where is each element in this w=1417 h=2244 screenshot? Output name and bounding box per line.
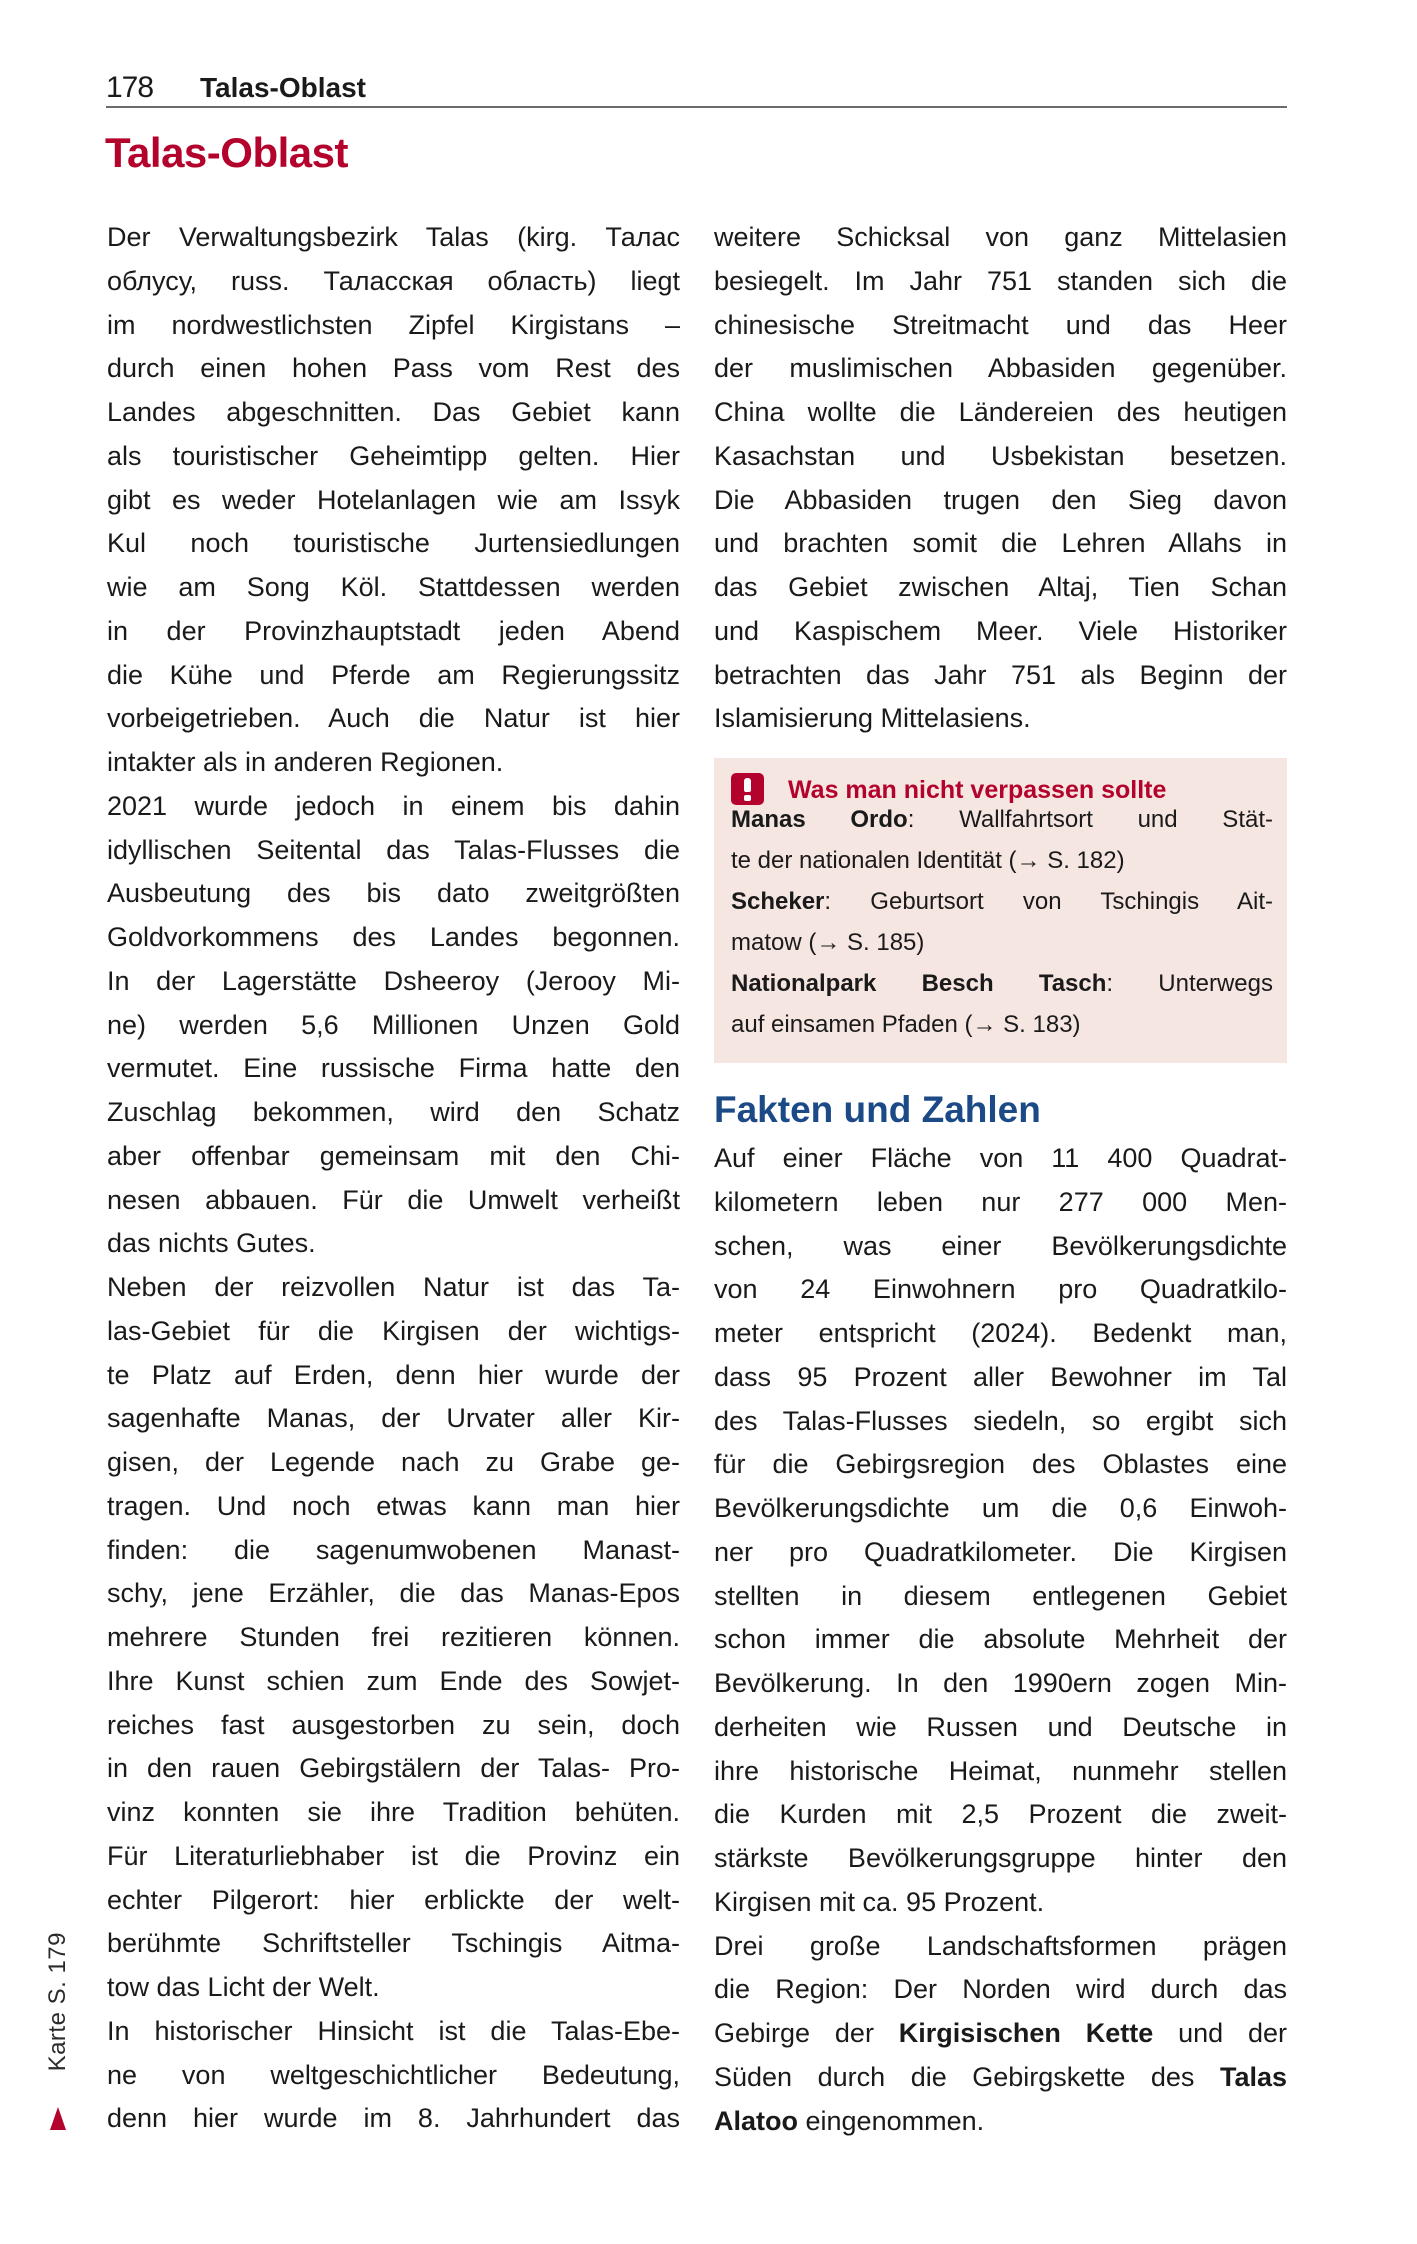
text-segment: schon immer die absolute Mehrheit der xyxy=(714,1624,1287,1655)
text-line xyxy=(107,916,680,960)
text-segment: denn hier wurde im 8. Jahrhundert das xyxy=(107,2103,680,2134)
text-line xyxy=(731,1004,1273,1045)
text-segment: Kirgisen mit ca. 95 Prozent. xyxy=(714,1886,1045,1917)
text-line xyxy=(731,922,1273,963)
text-line xyxy=(107,260,680,304)
text-line xyxy=(714,522,1287,566)
text-segment: in den rauen Gebirgstälern der Talas- Pro- xyxy=(107,1753,680,1784)
text-segment: das Gebiet zwischen Altaj, Tien Schan xyxy=(714,572,1287,602)
text-segment: die Kurden mit 2,5 Prozent die zweit- xyxy=(714,1799,1287,1830)
text-line xyxy=(714,1925,1287,1969)
text-line xyxy=(731,840,1273,881)
text-segment: Drei große Landschaftsformen prägen xyxy=(714,1930,1287,1961)
text-line xyxy=(714,260,1287,304)
text-line xyxy=(107,1354,680,1398)
text-line xyxy=(107,566,680,610)
text-line xyxy=(107,1004,680,1048)
text-line xyxy=(107,1879,680,1923)
bold-term: Nationalpark Besch Tasch xyxy=(731,970,1107,997)
text-line xyxy=(714,347,1287,391)
facts-heading: Fakten und Zahlen xyxy=(714,1089,1041,1130)
text-line xyxy=(107,1222,680,1266)
text-segment: ne von weltgeschichtlicher Bedeutung, xyxy=(107,2059,680,2090)
text-line xyxy=(107,1616,680,1660)
text-line xyxy=(107,2010,680,2054)
text-segment: Goldvorkommens des Landes begonnen. xyxy=(107,922,680,952)
tip-box-list xyxy=(731,799,1273,1045)
text-segment: Islamisierung Mittelasiens. xyxy=(714,703,1031,734)
text-segment: wie am Song Köl. Stattdessen werden xyxy=(107,572,680,602)
text-line xyxy=(714,2056,1287,2100)
text-line xyxy=(714,654,1287,698)
text-segment: vermutet. Eine russische Firma hatte den xyxy=(107,1053,680,1084)
text-segment: : Geburtsort von Tschingis Ait- xyxy=(824,888,1273,915)
text-line xyxy=(107,1135,680,1179)
text-line xyxy=(107,304,680,348)
text-segment: kilometern leben nur 277 000 Men- xyxy=(714,1186,1287,1217)
text-segment: schy, jene Erzähler, die das Manas-Epos xyxy=(107,1578,680,1609)
text-segment: finden: die sagenumwobenen Manast- xyxy=(107,1534,680,1565)
text-segment: Gebirge der xyxy=(714,2018,899,2048)
text-segment: gibt es weder Hotelanlagen wie am Issyk xyxy=(107,484,680,515)
text-segment: berühmte Schriftsteller Tschingis Aitma- xyxy=(107,1928,680,1959)
text-segment: reiches fast ausgestorben zu sein, doch xyxy=(107,1709,680,1740)
text-segment: Süden durch die Gebirgskette des xyxy=(714,2061,1220,2092)
text-line xyxy=(107,1572,680,1616)
text-segment: Die Abbasiden trugen den Sieg davon xyxy=(714,484,1287,515)
text-segment: Landes abgeschnitten. Das Gebiet kann xyxy=(107,397,680,427)
text-segment: sagenhafte Manas, der Urvater aller Kir- xyxy=(107,1403,680,1434)
page-title: Talas-Oblast xyxy=(105,129,348,176)
header-rule xyxy=(106,106,1287,108)
text-segment: stärkste Bevölkerungsgruppe hinter den xyxy=(714,1843,1287,1873)
text-segment: derheiten wie Russen und Deutsche in xyxy=(714,1711,1287,1742)
text-segment: ihre historische Heimat, nunmehr stellen xyxy=(714,1755,1287,1786)
text-line xyxy=(714,479,1287,523)
text-segment: vinz konnten sie ihre Tradition behüten. xyxy=(107,1797,680,1827)
text-line xyxy=(107,1747,680,1791)
text-segment: besiegelt. Im Jahr 751 standen sich die xyxy=(714,265,1287,296)
text-segment: im nordwestlichsten Zipfel Kirgistans – xyxy=(107,309,680,340)
text-segment: die Kühe und Pferde am Regierungssitz xyxy=(107,659,680,690)
bold-term: Scheker xyxy=(731,888,825,915)
text-line xyxy=(107,741,680,785)
left-column xyxy=(107,216,680,2141)
text-segment: für die Gebirgsregion des Oblastes eine xyxy=(714,1449,1287,1480)
text-segment: und Kaspischem Meer. Viele Historiker xyxy=(714,615,1287,646)
text-segment: und der xyxy=(1153,2018,1287,2048)
text-segment: Ihre Kunst schien zum Ende des Sowjet- xyxy=(107,1665,680,1696)
text-line xyxy=(107,1266,680,1310)
text-line xyxy=(714,304,1287,348)
text-segment: Auf einer Fläche von 11 400 Quadrat- xyxy=(714,1143,1287,1173)
text-segment: vorbeigetrieben. Auch die Natur ist hier xyxy=(107,703,680,734)
bold-term: Talas xyxy=(1219,2061,1287,2092)
text-segment: die Region: Der Norden wird durch das xyxy=(714,1974,1287,2005)
text-segment: : Wallfahrtsort und Stät- xyxy=(907,806,1273,833)
text-line xyxy=(714,566,1287,610)
text-line xyxy=(714,2012,1287,2056)
text-line xyxy=(714,1443,1287,1487)
text-line xyxy=(714,1750,1287,1794)
text-line xyxy=(107,2097,680,2141)
text-line xyxy=(714,1487,1287,1531)
text-line xyxy=(714,1618,1287,1662)
text-line xyxy=(107,1091,680,1135)
text-segment: Bevölkerungsdichte um die 0,6 Einwoh- xyxy=(714,1493,1287,1523)
text-segment: mehrere Stunden frei rezitieren können. xyxy=(107,1622,680,1652)
map-reference-label: Karte S. 179 xyxy=(44,1932,71,2072)
text-line xyxy=(714,1881,1287,1925)
text-line xyxy=(107,1529,680,1573)
text-line xyxy=(107,1485,680,1529)
text-line xyxy=(714,1356,1287,1400)
text-segment: 2021 wurde jedoch in einem bis dahin xyxy=(107,790,680,821)
text-segment: stellten in diesem entlegenen Gebiet xyxy=(714,1580,1287,1611)
text-line xyxy=(107,216,680,260)
text-segment: Bevölkerung. In den 1990ern zogen Min- xyxy=(714,1668,1287,1698)
text-segment: in der Provinzhauptstadt jeden Abend xyxy=(107,615,680,646)
text-line xyxy=(107,522,680,566)
text-line xyxy=(107,391,680,435)
text-segment: ne) werden 5,6 Millionen Unzen Gold xyxy=(107,1009,680,1040)
running-head-title: Talas-Oblast xyxy=(200,72,366,103)
text-line xyxy=(107,960,680,1004)
text-line xyxy=(731,799,1273,840)
text-segment: ner pro Quadratkilometer. Die Kirgisen xyxy=(714,1536,1287,1567)
text-line xyxy=(107,697,680,741)
text-line xyxy=(714,1312,1287,1356)
text-line xyxy=(107,1179,680,1223)
text-segment: China wollte die Ländereien des heutigen xyxy=(714,397,1287,427)
tip-box-title: Was man nicht verpassen sollte xyxy=(788,776,1167,804)
text-line xyxy=(107,610,680,654)
text-segment: von 24 Einwohnern pro Quadratkilo- xyxy=(714,1274,1287,1305)
text-segment: dass 95 Prozent aller Bewohner im Tal xyxy=(714,1361,1287,1392)
text-segment: matow (→ S. 185) xyxy=(731,929,925,956)
text-line xyxy=(714,216,1287,260)
text-segment: intakter als in anderen Regionen. xyxy=(107,747,504,777)
text-segment: las-Gebiet für die Kirgisen der wichtigs- xyxy=(107,1315,680,1346)
bold-term: Manas Ordo xyxy=(731,806,908,833)
bold-term: Alatoo xyxy=(714,2105,798,2136)
text-line xyxy=(714,1400,1287,1444)
text-segment: und brachten somit die Lehren Allahs in xyxy=(714,528,1287,559)
text-segment: In historischer Hinsicht ist die Talas-Ebe- xyxy=(107,2015,680,2046)
triangle-marker-icon xyxy=(50,2107,66,2130)
text-segment: gisen, der Legende nach zu Grabe ge- xyxy=(107,1447,680,1477)
text-line xyxy=(107,1791,680,1835)
text-segment: idyllischen Seitental das Talas-Flusses die xyxy=(107,834,680,865)
text-line xyxy=(714,1137,1287,1181)
text-line xyxy=(107,785,680,829)
text-segment: schen, was einer Bevölkerungsdichte xyxy=(714,1230,1287,1261)
bold-term: Kirgisischen Kette xyxy=(898,2018,1154,2048)
text-line xyxy=(714,2100,1287,2144)
text-line xyxy=(714,1706,1287,1750)
text-line xyxy=(714,1837,1287,1881)
text-line xyxy=(107,1047,680,1091)
text-line xyxy=(107,654,680,698)
text-segment: echter Pilgerort: hier erblickte der welt- xyxy=(107,1884,680,1915)
text-line xyxy=(107,479,680,523)
text-line xyxy=(714,697,1287,741)
text-line xyxy=(714,1225,1287,1269)
text-line xyxy=(107,1704,680,1748)
text-segment: Kul noch touristische Jurtensiedlungen xyxy=(107,528,680,559)
text-segment: Der Verwaltungsbezirk Talas (kirg. Талас xyxy=(107,222,680,252)
text-segment: betrachten das Jahr 751 als Beginn der xyxy=(714,659,1287,690)
text-line xyxy=(714,391,1287,435)
text-line xyxy=(714,1793,1287,1837)
text-line xyxy=(714,435,1287,479)
text-line xyxy=(714,1662,1287,1706)
text-line xyxy=(107,435,680,479)
text-line xyxy=(107,2054,680,2098)
text-segment: weitere Schicksal von ganz Mittelasien xyxy=(714,222,1287,252)
text-segment: облусу, russ. Таласская область) liegt xyxy=(107,265,680,296)
text-segment: meter entspricht (2024). Bedenkt man, xyxy=(714,1318,1287,1348)
text-line xyxy=(731,881,1273,922)
text-segment: In der Lagerstätte Dsheeroy (Jerooy Mi- xyxy=(107,965,680,996)
text-segment: auf einsamen Pfaden (→ S. 183) xyxy=(731,1011,1081,1038)
text-line xyxy=(107,1660,680,1704)
page-number: 178 xyxy=(106,71,154,104)
text-segment: Neben der reizvollen Natur ist das Ta- xyxy=(107,1272,680,1302)
text-line xyxy=(107,1966,680,2010)
text-line xyxy=(107,1397,680,1441)
running-head xyxy=(106,70,366,106)
text-line xyxy=(714,1268,1287,1312)
text-line xyxy=(714,1181,1287,1225)
tip-box xyxy=(714,758,1287,1063)
text-segment: te Platz auf Erden, denn hier wurde der xyxy=(107,1359,680,1390)
text-segment: tow das Licht der Welt. xyxy=(107,1972,380,2002)
text-segment: des Talas-Flusses siedeln, so ergibt sich xyxy=(714,1405,1287,1436)
text-segment: tragen. Und noch etwas kann man hier xyxy=(107,1490,680,1521)
text-line xyxy=(107,872,680,916)
text-segment: Für Literaturliebhaber ist die Provinz ein xyxy=(107,1840,680,1871)
right-column-top xyxy=(714,216,1287,741)
text-segment: durch einen hohen Pass vom Rest des xyxy=(107,353,680,384)
text-segment: aber offenbar gemeinsam mit den Chi- xyxy=(107,1140,680,1171)
text-segment: nesen abbauen. Für die Umwelt verheißt xyxy=(107,1184,680,1215)
text-line xyxy=(714,1968,1287,2012)
text-line xyxy=(107,829,680,873)
text-segment: eingenommen. xyxy=(798,2105,985,2136)
text-line xyxy=(107,347,680,391)
text-line xyxy=(107,1835,680,1879)
text-line xyxy=(107,1310,680,1354)
text-segment: Ausbeutung des bis dato zweitgrößten xyxy=(107,878,680,909)
text-line xyxy=(731,963,1273,1004)
text-line xyxy=(714,1531,1287,1575)
text-segment: der muslimischen Abbasiden gegenüber. xyxy=(714,353,1287,384)
text-segment: te der nationalen Identität (→ S. 182) xyxy=(731,847,1125,874)
text-line xyxy=(714,610,1287,654)
text-line xyxy=(107,1441,680,1485)
text-line xyxy=(714,1575,1287,1619)
text-segment: : Unterwegs xyxy=(1106,970,1273,997)
text-line xyxy=(107,1922,680,1966)
text-segment: Kasachstan und Usbekistan besetzen. xyxy=(714,440,1287,471)
text-segment: chinesische Streitmacht und das Heer xyxy=(714,309,1287,340)
text-segment: als touristischer Geheimtipp gelten. Hier xyxy=(107,440,680,471)
right-column-bottom xyxy=(714,1137,1287,2143)
text-segment: das nichts Gutes. xyxy=(107,1228,316,1259)
text-segment: Zuschlag bekommen, wird den Schatz xyxy=(107,1097,680,1127)
